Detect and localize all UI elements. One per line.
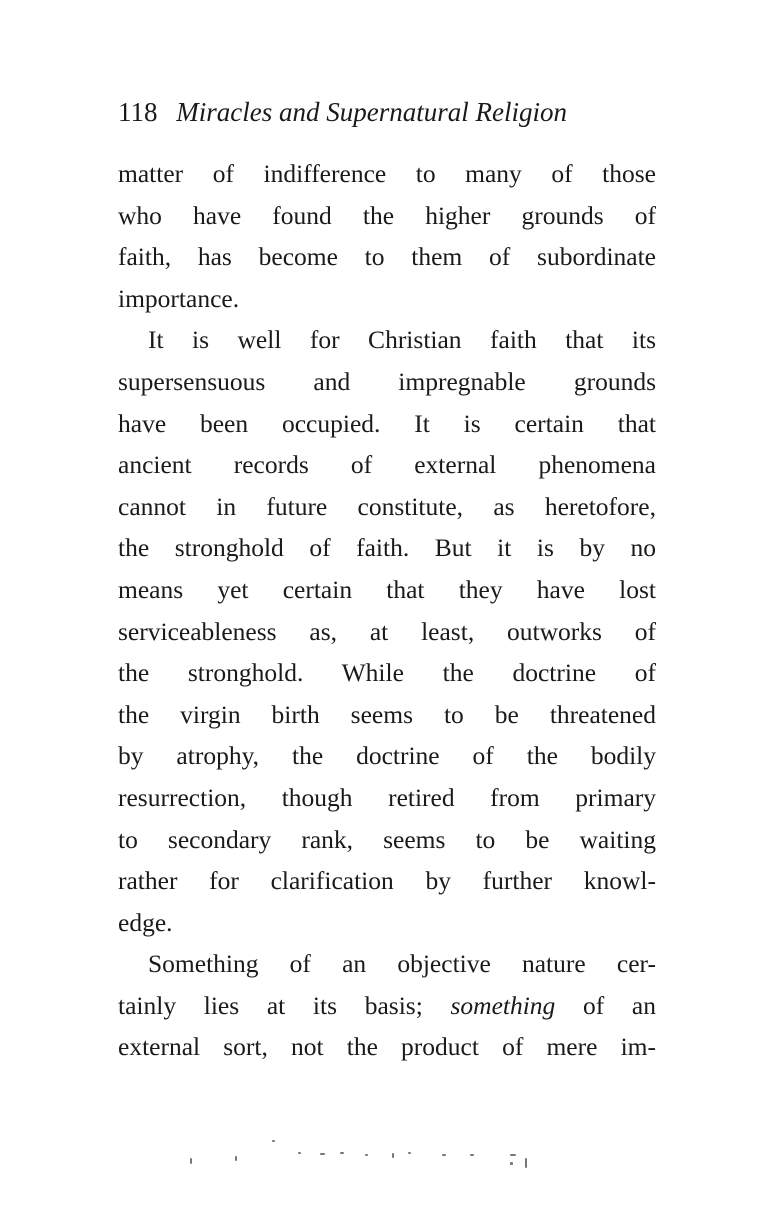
text-line: have been occupied. It is certain that [118,408,656,438]
text-line: importance. [118,283,240,313]
page-number: 118 [118,97,158,127]
text-line: matter of indifference to many of those [118,159,656,188]
text-line: to secondary rank, seems to be waiting [118,824,656,854]
text-line: by atrophy, the doctrine of the bodily [118,741,656,771]
text-line: serviceableness as, at least, outworks of [118,616,656,646]
text-line: the stronghold of faith. But it is by no [118,533,656,563]
text-line: edge. [118,907,173,937]
text-line: ancient records of external phenomena [118,450,656,480]
text-line: supersensuous and impregnable grounds [118,366,656,396]
text-line: the stronghold. While the doctrine of [118,658,656,688]
scan-specks [180,1140,560,1170]
text-line: who have found the higher grounds of [118,200,656,230]
text-line: the virgin birth seems to be threatened [118,699,656,729]
text-line: rather for clarification by further knowl- [118,866,656,896]
body-text [118,153,656,1068]
page-header [118,92,658,132]
text-line: external sort, not the product of mere im- [118,1032,656,1062]
italic-word: something [450,990,556,1020]
text-line: Something of an objective nature cer- [148,949,656,979]
text-fragment: tainly lies at its basis; [118,990,423,1020]
running-title: Miracles and Supernatural Religion [176,97,567,127]
text-line: cannot in future constitute, as heretofore, [118,491,656,521]
text-line: faith, has become to them of subordinate [118,242,656,272]
text-fragment: of an [583,990,656,1020]
text-line: means yet certain that they have lost [118,574,656,604]
text-line-mixed [118,985,656,1027]
text-line: It is well for Christian faith that its [148,325,656,355]
text-line: resurrection, though retired from primary [118,782,656,812]
